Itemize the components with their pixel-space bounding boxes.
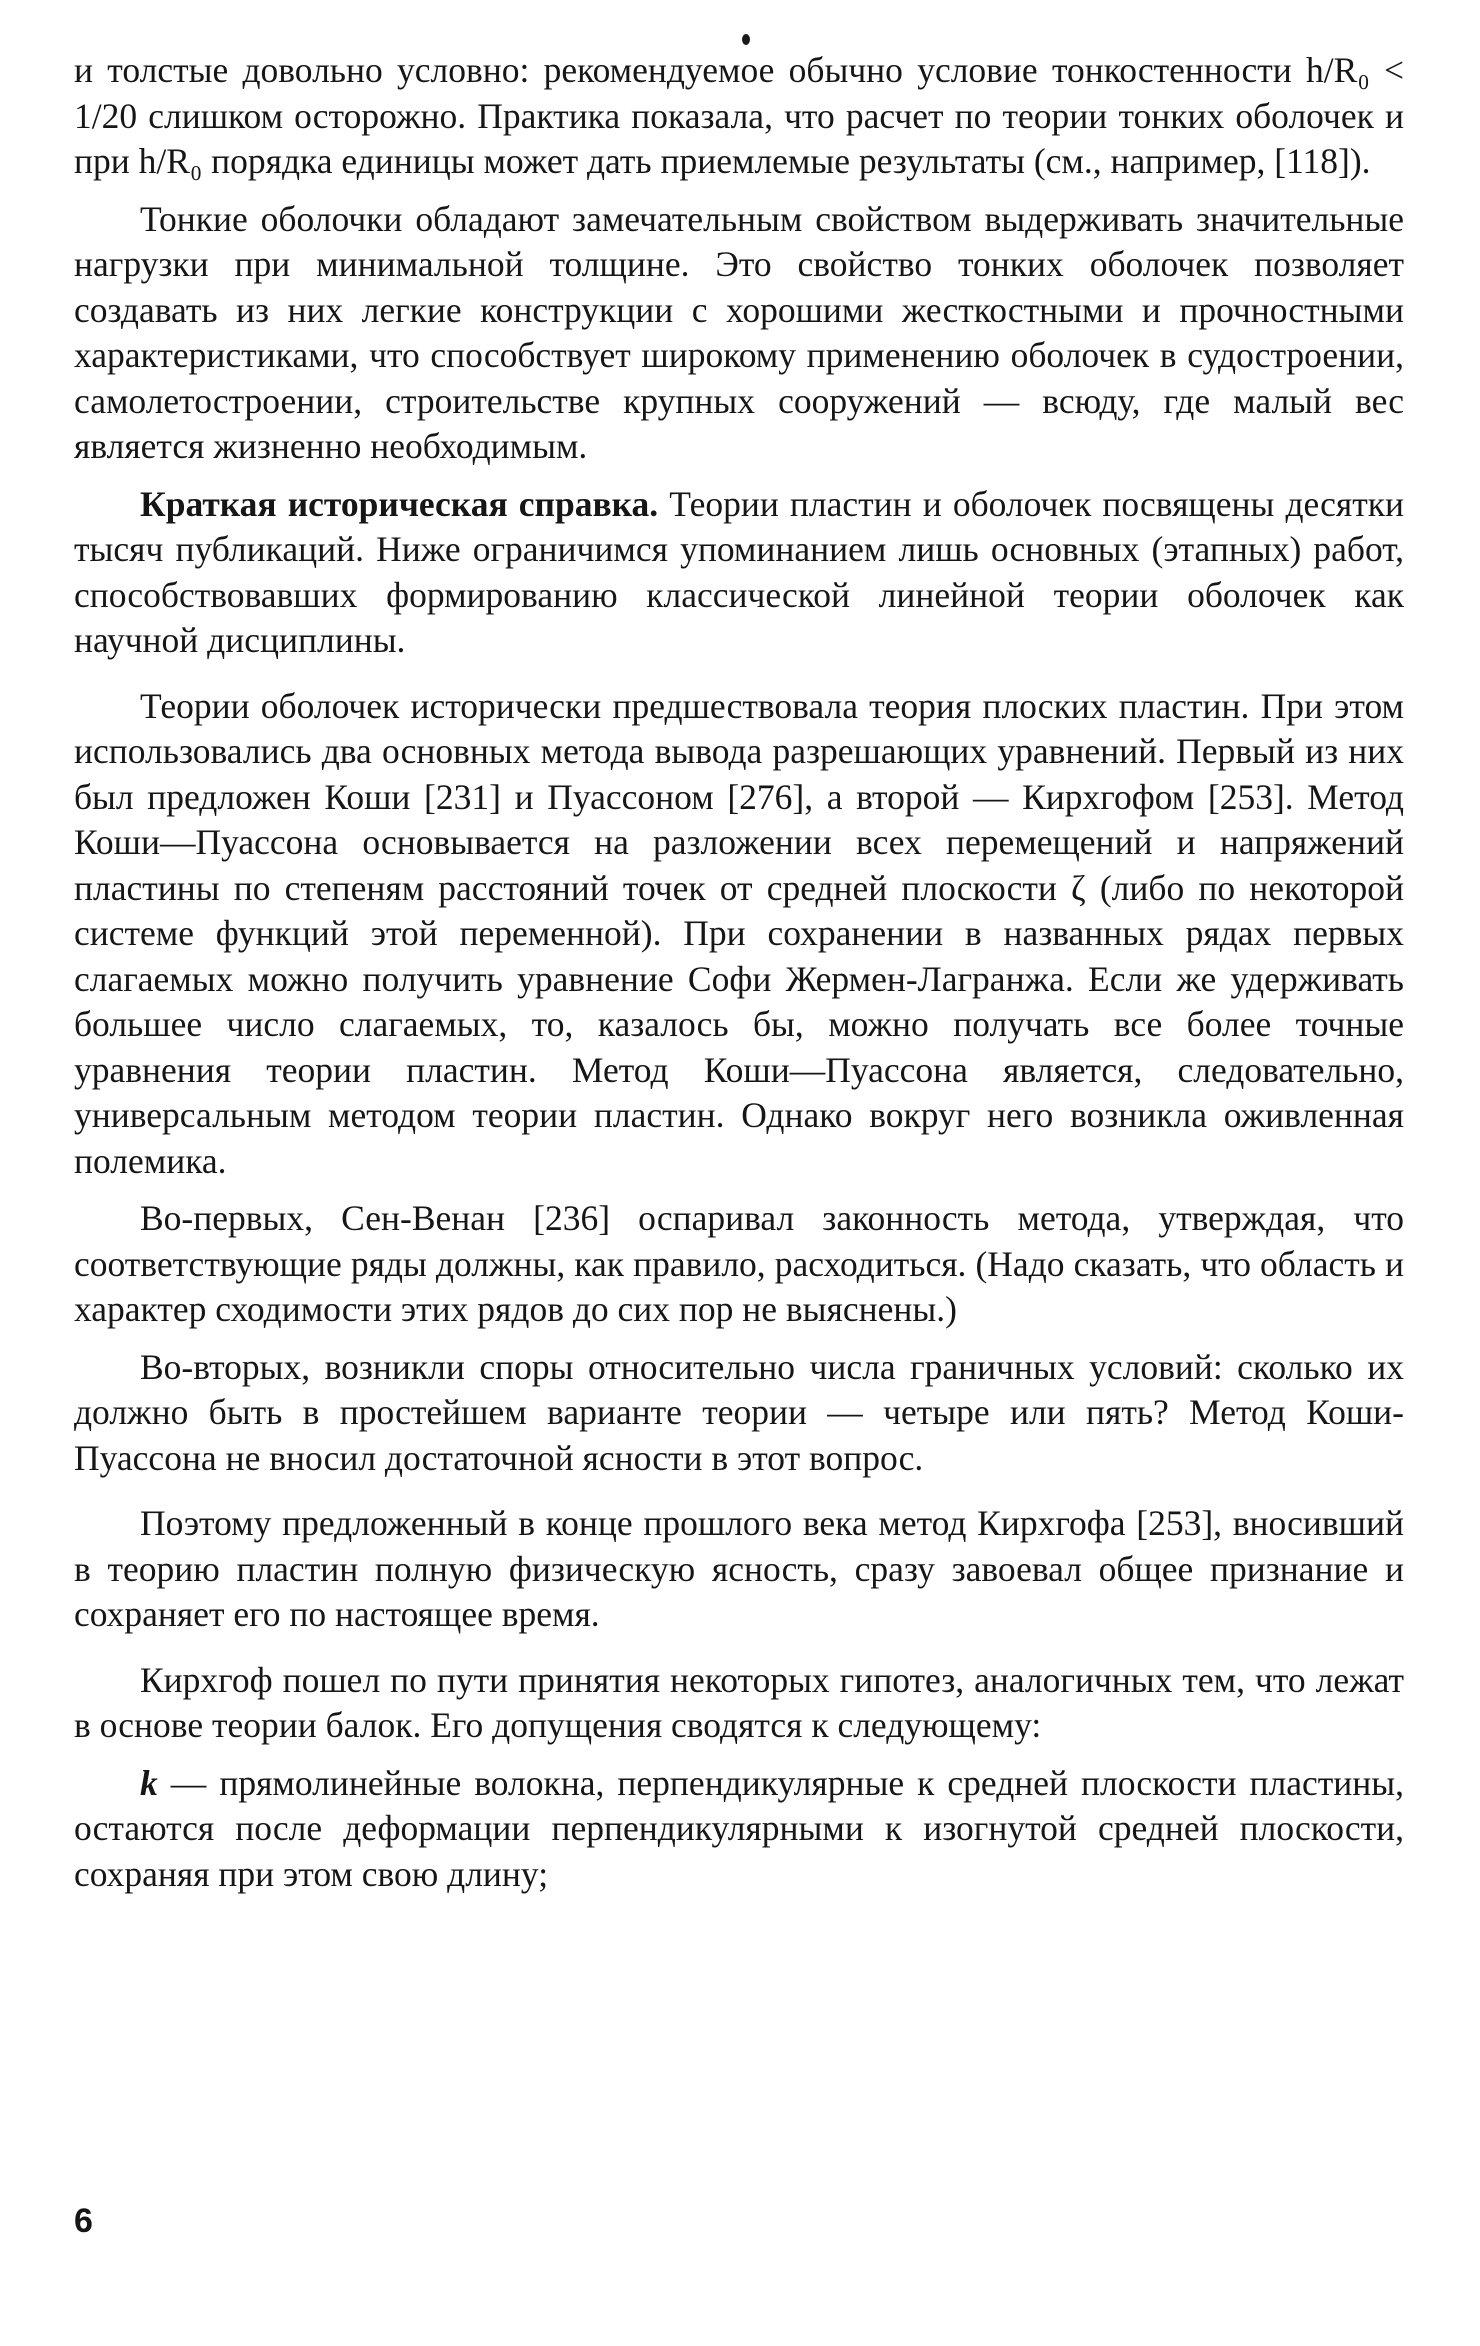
paragraph-shell-thickness: и толстые довольно условно: рекомендуемое обычно условие тонкостенности h/R₀ < 1/20 слишком осторожно. Практика показала, что расчет по теории тонких оболочек и при h/R₀ порядка единицы может дать приемлемые результаты (см., например, [118]). (74, 50, 1404, 181)
paragraph-kirchhoff-method: Поэтому предложенный в конце прошлого века метод Кирхгофа [253], вносивший в теорию пластин полную физическую ясность, сразу завоевал общее признание и сохраняет его по настоящее время. (74, 1503, 1404, 1634)
paragraph-historical-note (74, 482, 1404, 664)
hypothesis-k-text: — прямолинейные волокна, перпендикулярные к средней плоскости пластины, остаются после деформации перпендикулярными к изогнутой средней плоскости, сохраняя при этом свою длину; (74, 1762, 1404, 1894)
historical-note-text: Теории пластин и оболочек посвящены десятки тысяч публикаций. Ниже ограничимся упоминанием лишь основных (этапных) работ, способствовавших формированию классической линейной теории оболочек как научной дисциплины. (74, 483, 1404, 660)
paragraph-saint-venant: Во-первых, Сен-Венан [236] оспаривал законность метода, утверждая, что соответствующие ряды должны, как правило, расходиться. (Надо сказать, что область и характер сходимости этих рядов до сих пор не выяснены.) (74, 1198, 1404, 1329)
paragraph-boundary-conditions: Во-вторых, возникли споры относительно числа граничных условий: сколько их должно быть в простейшем варианте теории — четыре или пять? Метод Коши-Пуассона не вносил достаточной ясности в этот вопрос. (74, 1346, 1404, 1478)
hypothesis-k-mark: k (140, 1762, 158, 1803)
paragraph-kirchhoff-hypotheses: Кирхгоф пошел по пути принятия некоторых гипотез, аналогичных тем, что лежат в основе теории балок. Его допущения сводятся к следующему: (74, 1659, 1404, 1745)
paragraph-hypothesis-k (74, 1761, 1404, 1898)
paragraph-thin-shells: Тонкие оболочки обладают замечательным свойством выдерживать значительные нагрузки при минимальной толщине. Это свойство тонких оболочек позволяет создавать из них легкие конструкции с хорошими жесткостными и прочностными характеристиками, что способствует широкому применению оболочек в судостроении, самолетостроении, строительстве крупных сооружений — всюду, где малый вес является жизненно необходимым. (74, 198, 1404, 466)
paragraph-plate-theory-methods: Теории оболочек исторически предшествовала теория плоских пластин. При этом использовались два основных метода вывода разрешающих уравнений. Первый из них был предложен Коши [231] и Пуассоном [276], а второй — Кирхгофом [253]. Метод Коши—Пуассона основывается на разложении всех перемещений и напряжений пластины по степеням расстояний точек от средней плоскости ζ (либо по некоторой системе функций этой переменной). При сохранении в названных рядах первых слагаемых можно получить уравнение Софи Жермен-Лагранжа. Если же удерживать большее число слагаемых, то, казалось бы, можно получать все более точные уравнения теории пластин. Метод Коши—Пуассона является, следовательно, универсальным методом теории пластин. Однако вокруг него возникла оживленная полемика. (74, 685, 1404, 1181)
top-dot-mark (742, 34, 750, 45)
book-page (74, 48, 1404, 2288)
page-number: 6 (74, 2202, 93, 2240)
historical-note-heading: Краткая историческая справка. (140, 483, 659, 524)
